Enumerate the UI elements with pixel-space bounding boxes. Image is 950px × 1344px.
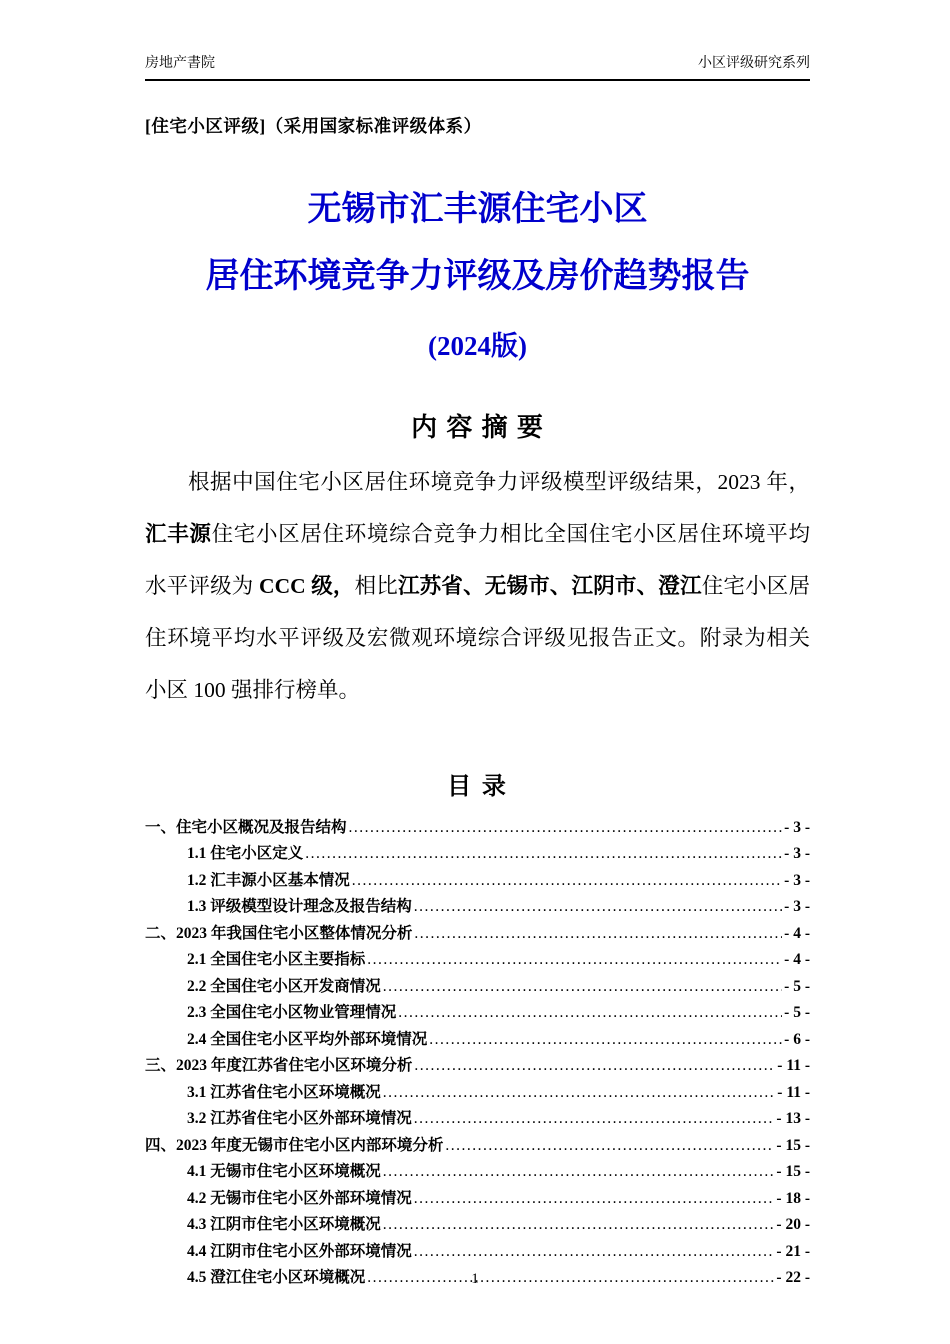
toc-entry-label: 1.2 汇丰源小区基本情况 xyxy=(187,871,350,889)
toc-entry[interactable] xyxy=(145,815,810,842)
toc-entry-label: 3.2 江苏省住宅小区外部环境情况 xyxy=(187,1110,412,1128)
toc-page-number: - 21 - xyxy=(776,1242,810,1260)
table-of-contents xyxy=(145,815,810,1292)
toc-dot-leader xyxy=(414,1239,775,1266)
toc-entry[interactable] xyxy=(145,1106,810,1133)
toc-entry-label: 4.4 江阴市住宅小区外部环境情况 xyxy=(187,1242,412,1260)
toc-entry-label: 1.1 住宅小区定义 xyxy=(187,845,304,863)
toc-entry[interactable] xyxy=(145,841,810,868)
toc-dot-leader xyxy=(383,1159,775,1186)
toc-dot-leader xyxy=(414,1053,775,1080)
abstract-segment: 住宅小区居住环境综合竞争力相比全国住宅小区居住环境平均水平评级为 xyxy=(145,521,810,598)
toc-page-number: - 20 - xyxy=(776,1216,810,1234)
toc-entry-label: 1.3 评级模型设计理念及报告结构 xyxy=(187,898,412,916)
toc-dot-leader xyxy=(383,974,782,1001)
toc-page-number: - 5 - xyxy=(784,1004,810,1022)
toc-dot-leader xyxy=(352,868,782,895)
toc-entry[interactable] xyxy=(145,974,810,1001)
toc-entry[interactable] xyxy=(145,1186,810,1213)
header-right-text: 小区评级研究系列 xyxy=(698,56,810,71)
header-left-text: 房地产書院 xyxy=(145,56,215,71)
abstract-segment: CCC 级， xyxy=(259,573,355,598)
toc-entry-label: 二、2023 年我国住宅小区整体情况分析 xyxy=(145,924,413,942)
abstract-segment: 江苏省、无锡市、江阴市、澄江 xyxy=(397,573,702,598)
toc-page-number: - 15 - xyxy=(776,1163,810,1181)
toc-entry-label: 4.3 江阴市住宅小区环境概况 xyxy=(187,1216,381,1234)
toc-entry[interactable] xyxy=(145,1000,810,1027)
toc-entry-label: 2.2 全国住宅小区开发商情况 xyxy=(187,977,381,995)
toc-dot-leader xyxy=(367,947,782,974)
toc-entry[interactable] xyxy=(145,1027,810,1054)
toc-page-number: - 11 - xyxy=(777,1083,810,1101)
abstract-paragraph xyxy=(145,456,810,716)
toc-entry-label: 2.4 全国住宅小区平均外部环境情况 xyxy=(187,1030,428,1048)
toc-entry-label: 3.1 江苏省住宅小区环境概况 xyxy=(187,1083,381,1101)
toc-dot-leader xyxy=(414,1106,775,1133)
toc-entry[interactable] xyxy=(145,1053,810,1080)
toc-dot-leader xyxy=(445,1133,774,1160)
toc-dot-leader xyxy=(305,841,782,868)
abstract-segment: 根据中国住宅小区居住环境竞争力评级模型评级结果，2023 年， xyxy=(188,469,810,494)
toc-entry[interactable] xyxy=(145,921,810,948)
toc-dot-leader xyxy=(349,815,783,842)
toc-entry[interactable] xyxy=(145,1159,810,1186)
toc-entry[interactable] xyxy=(145,1239,810,1266)
abstract-segment: 汇丰源 xyxy=(145,521,212,546)
abstract-segment: 相比 xyxy=(354,573,398,598)
abstract-heading: 内 容 摘 要 xyxy=(411,411,544,442)
toc-entry-label: 2.3 全国住宅小区物业管理情况 xyxy=(187,1004,397,1022)
toc-page-number: - 4 - xyxy=(784,951,810,969)
toc-page-number: - 3 - xyxy=(784,871,810,889)
toc-entry-label: 三、2023 年度江苏省住宅小区环境分析 xyxy=(145,1057,413,1075)
toc-heading: 目 录 xyxy=(447,772,508,800)
toc-page-number: - 5 - xyxy=(784,977,810,995)
toc-dot-leader xyxy=(429,1027,782,1054)
page-number: 1 xyxy=(471,1271,479,1287)
toc-entry[interactable] xyxy=(145,868,810,895)
abstract-segment: 住宅小区居住环境平均水平评级及宏微观环境综合评级见报告正文。附录为相关小区 100 强排行榜单。 xyxy=(145,573,810,702)
toc-page-number: - 3 - xyxy=(784,818,810,836)
toc-page-number: - 3 - xyxy=(784,898,810,916)
toc-page-number: - 22 - xyxy=(776,1269,810,1287)
toc-page-number: - 13 - xyxy=(776,1110,810,1128)
toc-entry-label: 一、住宅小区概况及报告结构 xyxy=(145,818,347,836)
toc-page-number: - 4 - xyxy=(784,924,810,942)
toc-dot-leader xyxy=(414,921,782,948)
toc-page-number: - 11 - xyxy=(777,1057,810,1075)
report-edition: (2024版) xyxy=(428,330,527,361)
toc-entry[interactable] xyxy=(145,1133,810,1160)
toc-dot-leader xyxy=(414,894,782,921)
report-title-line1: 无锡市汇丰源住宅小区 xyxy=(307,191,648,228)
page-header xyxy=(145,52,810,81)
toc-dot-leader xyxy=(398,1000,782,1027)
toc-entry[interactable] xyxy=(145,894,810,921)
toc-entry-label: 4.5 澄江住宅小区环境概况 xyxy=(187,1269,366,1287)
toc-entry[interactable] xyxy=(145,947,810,974)
toc-page-number: - 18 - xyxy=(776,1189,810,1207)
toc-entry[interactable] xyxy=(145,1212,810,1239)
toc-entry-label: 四、2023 年度无锡市住宅小区内部环境分析 xyxy=(145,1136,444,1154)
toc-page-number: - 3 - xyxy=(784,845,810,863)
toc-entry[interactable] xyxy=(145,1080,810,1107)
toc-entry-label: 4.1 无锡市住宅小区环境概况 xyxy=(187,1163,381,1181)
toc-dot-leader xyxy=(383,1212,775,1239)
toc-dot-leader xyxy=(383,1080,776,1107)
doc-type-label: [住宅小区评级]（采用国家标准评级体系） xyxy=(145,116,482,136)
toc-entry-label: 4.2 无锡市住宅小区外部环境情况 xyxy=(187,1189,412,1207)
toc-dot-leader xyxy=(414,1186,775,1213)
report-title-line2: 居住环境竞争力评级及房价趋势报告 xyxy=(205,257,750,295)
toc-page-number: - 6 - xyxy=(784,1030,810,1048)
toc-page-number: - 15 - xyxy=(776,1136,810,1154)
toc-entry-label: 2.1 全国住宅小区主要指标 xyxy=(187,951,366,969)
